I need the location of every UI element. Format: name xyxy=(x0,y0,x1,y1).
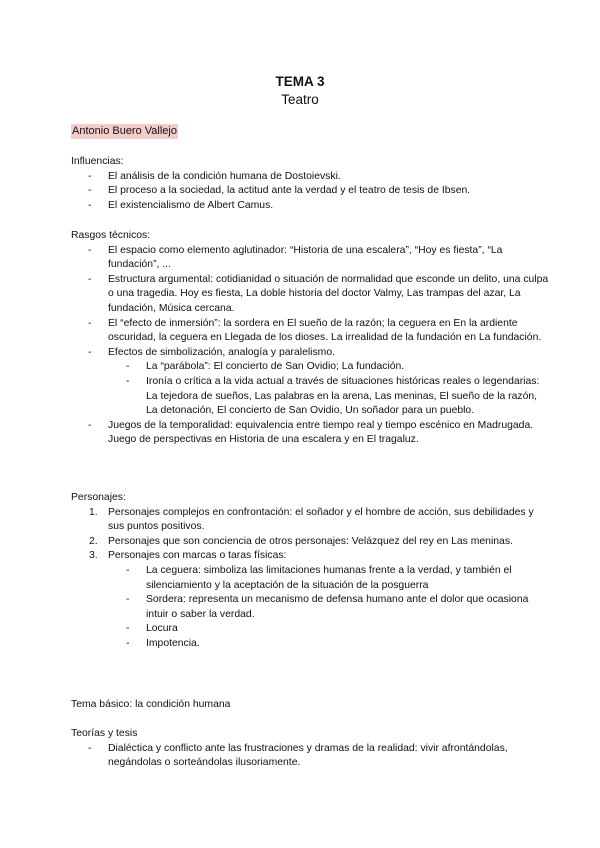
numbered-item xyxy=(71,506,551,535)
sub-list-item xyxy=(108,593,551,622)
sub-list-item-text: Sordera: representa un mecanismo de defensa humano ante el dolor que ocasiona intuir o saber la verdad. xyxy=(146,594,529,620)
title-block xyxy=(0,74,600,109)
dash-marker: - xyxy=(126,361,130,373)
numbered-item-text: Personajes complejos en confrontación: el soñador y el hombre de acción, sus debilidades y sus puntos positivos. xyxy=(108,506,534,533)
document-subtitle: Teatro xyxy=(281,92,319,107)
dash-marker: - xyxy=(126,623,130,635)
dash-marker: - xyxy=(88,419,92,431)
numbered-item-text: Personajes que son conciencia de otros personajes: Velázquez del rey en Las meninas. xyxy=(108,535,513,547)
sub-list-item-text: La “parábola”: El concierto de San Ovidio; La fundación. xyxy=(146,361,405,373)
sub-list-item xyxy=(108,637,551,652)
section-tema xyxy=(71,698,551,713)
sub-list-item xyxy=(108,360,551,375)
list-item xyxy=(71,273,551,317)
sub-list-item xyxy=(108,375,551,419)
dash-marker: - xyxy=(88,170,92,182)
sub-bullet-list xyxy=(108,360,551,418)
section-teorias xyxy=(71,727,551,771)
bullet-list xyxy=(71,742,551,771)
dash-marker: - xyxy=(88,273,92,285)
document-title: TEMA 3 xyxy=(275,74,325,89)
bullet-list xyxy=(71,244,551,448)
sub-list-item-text: La ceguera: simboliza las limitaciones humanas frente a la verdad, y también el silenciamiento y la aceptación de la situación de la posguerra xyxy=(146,564,512,591)
list-item-text: Dialéctica y conflicto ante las frustraciones y dramas de la realidad: vivir afrontándolas, negándolas o sorteándolas ilusoriamente. xyxy=(108,742,508,769)
list-item xyxy=(71,346,551,419)
section-personajes xyxy=(71,491,551,652)
item-number: 1. xyxy=(89,506,98,518)
list-item xyxy=(71,170,551,185)
list-item-text: Efectos de simbolización, analogía y paralelismo. xyxy=(108,346,335,358)
numbered-item xyxy=(71,535,551,550)
item-number: 2. xyxy=(89,535,98,547)
dash-marker: - xyxy=(88,346,92,358)
section-heading: Personajes: xyxy=(71,492,126,503)
dash-marker: - xyxy=(126,375,130,387)
dash-marker: - xyxy=(88,244,92,256)
section-heading: Rasgos técnicos: xyxy=(71,230,151,241)
dash-marker: - xyxy=(126,594,130,606)
item-number: 3. xyxy=(89,550,98,562)
tema-text: Tema básico: la condición humana xyxy=(71,699,231,710)
list-item-text: El espacio como elemento aglutinador: “Historia de una escalera”, “Hoy es fiesta”, “La fundación”, ... xyxy=(108,244,503,271)
list-item-text: Juegos de la temporalidad: equivalencia entre tiempo real y tiempo escénico en Madrugada. Juego de perspectivas en Historia de una escalera y en El tragaluz. xyxy=(108,419,534,446)
list-item-text: El existencialismo de Albert Camus. xyxy=(108,199,274,211)
list-item xyxy=(71,742,551,771)
sub-bullet-list xyxy=(108,564,551,652)
list-item xyxy=(71,199,551,214)
list-item xyxy=(71,184,551,199)
list-item-text: El análisis de la condición humana de Dostoievski. xyxy=(108,170,341,182)
numbered-list xyxy=(71,506,551,652)
sub-list-item-text: Impotencia. xyxy=(146,637,200,649)
list-item-text: El “efecto de inmersión”: la sordera en El sueño de la razón; la ceguera en En la ardiente oscuridad, la ceguera en Llegada de los dioses. La irrealidad de la fundación en La fundación. xyxy=(108,317,542,344)
dash-marker: - xyxy=(126,564,130,576)
section-heading: Influencias: xyxy=(71,156,124,167)
dash-marker: - xyxy=(88,185,92,197)
list-item xyxy=(71,317,551,346)
numbered-item-text: Personajes con marcas o taras físicas: xyxy=(108,550,287,562)
bullet-list xyxy=(71,170,551,214)
list-item-text: Estructura argumental: cotidianidad o situación de normalidad que esconde un delito, una culpa o una tragedia. Hoy es fiesta, La doble historia del doctor Valmy, Las trampas del azar, La fundación, Música cercana. xyxy=(108,273,549,314)
sub-list-item xyxy=(108,622,551,637)
dash-marker: - xyxy=(126,637,130,649)
dash-marker: - xyxy=(88,317,92,329)
dash-marker: - xyxy=(88,742,92,754)
list-item-text: El proceso a la sociedad, la actitud ante la verdad y el teatro de tesis de Ibsen. xyxy=(108,185,471,197)
dash-marker: - xyxy=(88,199,92,211)
section-rasgos xyxy=(71,229,551,448)
author-heading: Antonio Buero Vallejo xyxy=(72,125,177,137)
sub-list-item-text: Ironía o crítica a la vida actual a través de situaciones históricas reales o legendarias: La tejedora de sueños, Las palabras en la arena, Las meninas, El sueño de la razón, La detonación, El concierto de San Ovidio, Un soñador para un pueblo. xyxy=(146,375,540,417)
numbered-item xyxy=(71,549,551,651)
list-item xyxy=(71,419,551,448)
list-item xyxy=(71,244,551,273)
section-heading: Teorías y tesis xyxy=(71,728,138,739)
section-influencias xyxy=(71,155,551,213)
sub-list-item-text: Locura xyxy=(146,623,178,635)
sub-list-item xyxy=(108,564,551,593)
